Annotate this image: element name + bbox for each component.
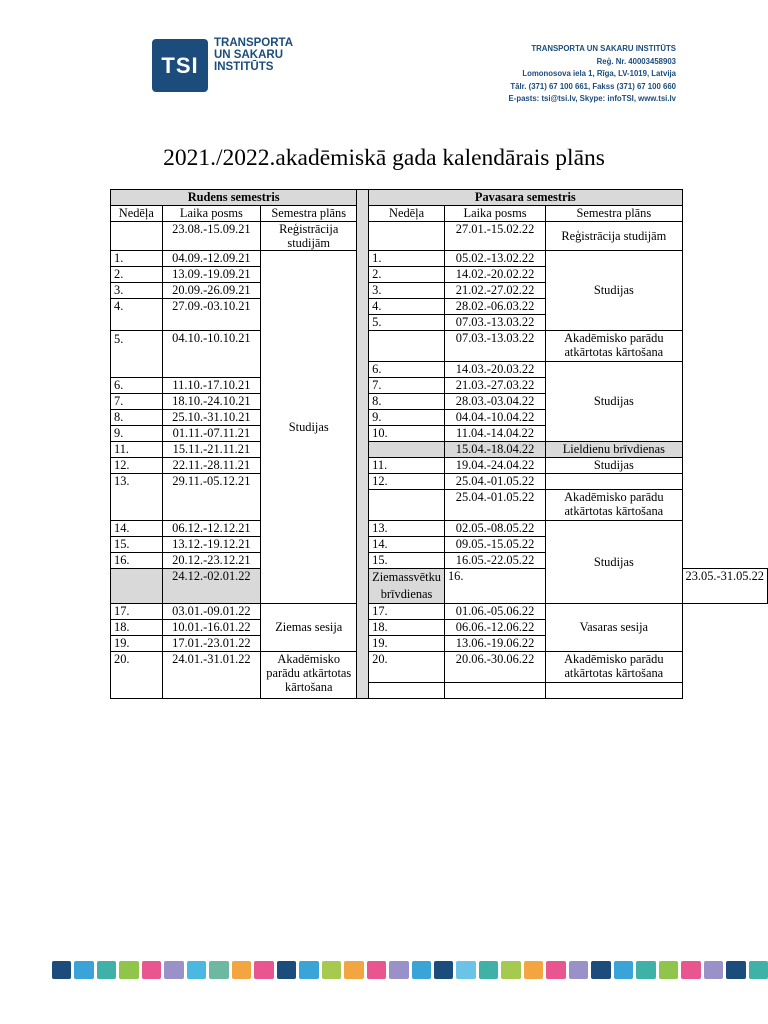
registration-number: Reģ. Nr. 40003458903 [596,56,676,66]
footer-color-tile [52,961,71,979]
footer-color-tile [164,961,183,979]
autumn-period: 15.11.-21.11.21 [162,442,261,458]
spring-plan-debts: Akadēmisko parādu atkārtotas kārtošana [546,331,682,362]
spring-plan-studies: Studijas [546,251,682,331]
autumn-plan-debts: Akadēmisko parādu atkārtotas kārtošana [261,652,357,699]
spring-week: 9. [369,410,445,426]
spring-week: 3. [369,283,445,299]
spring-plan-empty [546,474,682,490]
autumn-period: 13.09.-19.09.21 [162,267,261,283]
footer-color-tile [412,961,431,979]
autumn-semester-header: Rudens semestris [111,190,357,206]
spring-week: 14. [369,537,445,553]
footer-color-tile [681,961,700,979]
footer-color-tile [299,961,318,979]
autumn-week: 2. [111,267,163,283]
autumn-period: 20.09.-26.09.21 [162,283,261,299]
autumn-plan-registration: Reģistrācija studijām [261,222,357,251]
spring-semester-header: Pavasara semestris [369,190,682,206]
footer-color-tile [501,961,520,979]
autumn-period: 13.12.-19.12.21 [162,537,261,553]
table-row [111,652,768,683]
footer-color-tile [546,961,565,979]
spring-period: 27.01.-15.02.22 [444,222,545,251]
autumn-period-header: Laika posms [162,206,261,222]
spring-period: 06.06.-12.06.22 [444,620,545,636]
logo-line-3: INSTITŪTS [214,61,274,73]
logo-line-2: UN SAKARU [214,49,283,61]
footer-color-tile [232,961,251,979]
autumn-plan-studies: Studijas [261,251,357,604]
spring-week: 8. [369,394,445,410]
spring-period: 09.05.-15.05.22 [444,537,545,553]
spring-week [369,442,445,458]
footer-color-tile [749,961,768,979]
spring-period: 15.04.-18.04.22 [444,442,545,458]
spring-week-header: Nedēļa [369,206,445,222]
autumn-week-header: Nedēļa [111,206,163,222]
semester-header-row [111,190,768,206]
table-row [111,458,768,474]
spring-period: 07.03.-13.03.22 [444,331,545,362]
table-row [111,331,768,362]
spring-period: 25.04.-01.05.22 [444,490,545,521]
autumn-period: 04.10.-10.10.21 [162,331,261,378]
spring-week: 10. [369,426,445,442]
autumn-week: 19. [111,636,163,652]
spring-period: 23.05.-31.05.22 [682,569,767,604]
spring-plan-debts: Akadēmisko parādu atkārtotas kārtošana [546,490,682,521]
spring-week: 19. [369,636,445,652]
spring-period: 28.02.-06.03.22 [444,299,545,315]
autumn-week [111,222,163,251]
footer-color-tile [74,961,93,979]
spring-week: 15. [369,553,445,569]
spring-plan-registration: Reģistrācija studijām [546,222,682,251]
spring-period-header: Laika posms [444,206,545,222]
footer-color-tile [322,961,341,979]
autumn-period: 20.12.-23.12.21 [162,553,261,569]
spring-period: 21.02.-27.02.22 [444,283,545,299]
autumn-plan-winter-session: Ziemas sesija [261,604,357,652]
table-row [111,442,768,458]
spring-plan-studies: Studijas [546,458,682,474]
spring-period: 11.04.-14.04.22 [444,426,545,442]
spring-plan-debts: Akadēmisko parādu atkārtotas kārtošana [546,652,682,683]
page-title: 2021./2022.akadēmiskā gada kalendārais plāns [163,145,605,171]
footer-color-tile [456,961,475,979]
autumn-week [111,569,163,604]
spring-period: 04.04.-10.04.22 [444,410,545,426]
autumn-period: 06.12.-12.12.21 [162,521,261,537]
spring-period: 25.04.-01.05.22 [444,474,545,490]
autumn-week: 3. [111,283,163,299]
footer-color-tile [636,961,655,979]
autumn-period: 24.01.-31.01.22 [162,652,261,699]
footer-color-tile [614,961,633,979]
autumn-week: 1. [111,251,163,267]
logo-line-1: TRANSPORTA [214,37,294,49]
spring-week: 5. [369,315,445,331]
footer-color-tile [119,961,138,979]
spring-week: 1. [369,251,445,267]
autumn-period: 10.01.-16.01.22 [162,620,261,636]
autumn-week: 6. [111,378,163,394]
footer-color-tile [277,961,296,979]
autumn-period: 29.11.-05.12.21 [162,474,261,521]
spring-plan-easter: Lieldienu brīvdienas [546,442,682,458]
spring-week: 13. [369,521,445,537]
spring-period [444,683,545,699]
footer-color-tile [726,961,745,979]
spring-period: 14.02.-20.02.22 [444,267,545,283]
column-header-row [111,206,768,222]
footer-color-tile [434,961,453,979]
autumn-week: 4. [111,299,163,331]
spring-plan-studies: Studijas [546,362,682,442]
spring-period: 05.02.-13.02.22 [444,251,545,267]
autumn-period: 04.09.-12.09.21 [162,251,261,267]
autumn-plan-christmas: Ziemassvētku brīvdienas [369,569,445,604]
logo-wordmark [214,37,293,73]
autumn-period: 25.10.-31.10.21 [162,410,261,426]
autumn-week: 15. [111,537,163,553]
autumn-week: 11. [111,442,163,458]
spring-week: 18. [369,620,445,636]
spring-week: 4. [369,299,445,315]
spring-plan-header: Semestra plāns [546,206,682,222]
autumn-week: 12. [111,458,163,474]
autumn-period: 17.01.-23.01.22 [162,636,261,652]
autumn-period: 27.09.-03.10.21 [162,299,261,331]
spring-week: 20. [369,652,445,683]
autumn-week: 17. [111,604,163,620]
autumn-week: 18. [111,620,163,636]
spring-week: 17. [369,604,445,620]
footer-color-tile [209,961,228,979]
autumn-period: 03.01.-09.01.22 [162,604,261,620]
autumn-period: 11.10.-17.10.21 [162,378,261,394]
academic-calendar-table [110,189,768,699]
institute-name: TRANSPORTA UN SAKARU INSTITŪTS [531,44,676,53]
footer-color-tile [389,961,408,979]
autumn-week: 14. [111,521,163,537]
spring-week: 16. [444,569,545,604]
tsi-logo [152,39,302,93]
table-row [111,521,768,537]
footer-color-tile [704,961,723,979]
table-row [111,251,768,267]
autumn-week: 9. [111,426,163,442]
table-row [111,222,768,251]
spring-period: 14.03.-20.03.22 [444,362,545,378]
institute-contact-block [509,43,676,106]
autumn-week: 13. [111,474,163,521]
spring-week [369,331,445,362]
autumn-period: 23.08.-15.09.21 [162,222,261,251]
footer-color-tile [591,961,610,979]
table-row [111,474,768,490]
spring-plan-summer-session: Vasaras sesija [546,604,682,652]
footer-color-tile [344,961,363,979]
table-row [111,604,768,620]
spring-period: 19.04.-24.04.22 [444,458,545,474]
autumn-period: 24.12.-02.01.22 [162,569,261,604]
phone-fax: Tālr. (371) 67 100 661, Fakss (371) 67 100 660 [510,81,676,91]
footer-color-tile [367,961,386,979]
autumn-week: 7. [111,394,163,410]
spring-week: 11. [369,458,445,474]
footer-color-strip [52,961,768,979]
spring-plan-studies: Studijas [546,521,682,604]
spring-plan-empty [546,683,682,699]
footer-color-tile [569,961,588,979]
footer-color-tile [524,961,543,979]
footer-color-tile [254,961,273,979]
spring-period: 20.06.-30.06.22 [444,652,545,683]
autumn-week: 5. [111,331,163,378]
footer-color-tile [187,961,206,979]
footer-color-tile [659,961,678,979]
footer-color-tile [97,961,116,979]
spring-period: 01.06.-05.06.22 [444,604,545,620]
autumn-week: 16. [111,553,163,569]
spring-week [369,683,445,699]
autumn-week: 20. [111,652,163,699]
address: Lomonosova iela 1, Rīga, LV-1019, Latvija [522,69,676,79]
spring-period: 21.03.-27.03.22 [444,378,545,394]
spring-week [369,490,445,521]
spring-period: 02.05.-08.05.22 [444,521,545,537]
autumn-period: 18.10.-24.10.21 [162,394,261,410]
spring-week: 7. [369,378,445,394]
spring-period: 13.06.-19.06.22 [444,636,545,652]
spring-period: 16.05.-22.05.22 [444,553,545,569]
footer-color-tile [142,961,161,979]
autumn-plan-header: Semestra plāns [261,206,357,222]
spring-week: 12. [369,474,445,490]
autumn-period: 01.11.-07.11.21 [162,426,261,442]
autumn-period: 22.11.-28.11.21 [162,458,261,474]
email-web: E-pasts: tsi@tsi.lv, Skype: infoTSI, www.tsi.lv [508,94,676,104]
spring-period: 28.03.-03.04.22 [444,394,545,410]
logo-mark: TSI [152,39,208,92]
autumn-week: 8. [111,410,163,426]
column-separator [357,190,369,699]
spring-week [369,222,445,251]
spring-week: 6. [369,362,445,378]
spring-week: 2. [369,267,445,283]
spring-period: 07.03.-13.03.22 [444,315,545,331]
footer-color-tile [479,961,498,979]
